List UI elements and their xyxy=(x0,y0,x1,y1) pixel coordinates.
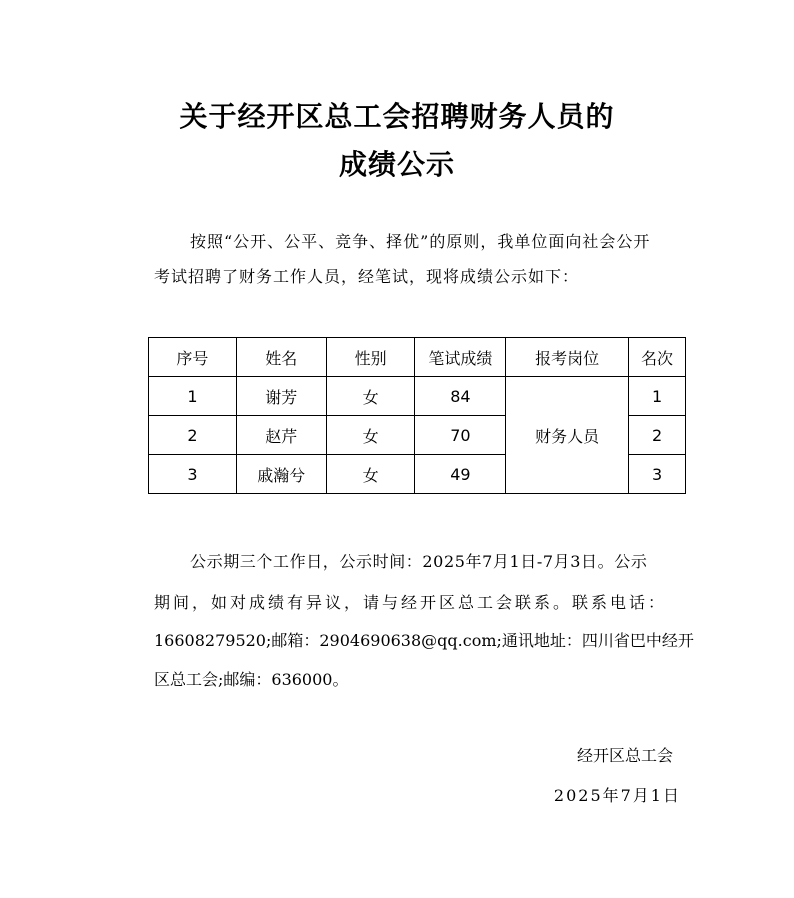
intro-paragraph-line2: 考试招聘了财务工作人员，经笔试，现将成绩公示如下： xyxy=(154,267,580,286)
header-serial-number: 序号 xyxy=(149,338,237,377)
cell-gender: 女 xyxy=(326,377,415,416)
cell-name: 赵芹 xyxy=(236,416,326,455)
signature-date: 2025年7月1日 xyxy=(553,786,681,805)
cell-gender: 女 xyxy=(326,416,415,455)
cell-rank: 3 xyxy=(629,455,686,494)
header-position: 报考岗位 xyxy=(506,338,629,377)
cell-name: 戚瀚兮 xyxy=(236,455,326,494)
header-written-score: 笔试成绩 xyxy=(415,338,506,377)
score-table xyxy=(148,337,686,494)
cell-rank: 2 xyxy=(629,416,686,455)
table-header-row xyxy=(149,338,686,377)
cell-name: 谢芳 xyxy=(236,377,326,416)
cell-score: 84 xyxy=(415,377,506,416)
document-title-line2: 成绩公示 xyxy=(338,148,455,181)
notice-paragraph-line4: 区总工会;邮编：636000。 xyxy=(154,670,349,689)
cell-rank: 1 xyxy=(629,377,686,416)
notice-paragraph-line3: 16608279520;邮箱：2904690638@qq.com;通讯地址：四川省巴中经开 xyxy=(154,631,694,650)
cell-gender: 女 xyxy=(326,455,415,494)
cell-serial-number: 3 xyxy=(149,455,237,494)
header-rank: 名次 xyxy=(629,338,686,377)
header-name: 姓名 xyxy=(236,338,326,377)
cell-score: 49 xyxy=(415,455,506,494)
table-row xyxy=(149,377,686,416)
header-gender: 性别 xyxy=(326,338,415,377)
intro-paragraph-line1: 按照“公开、公平、竞争、择优”的原则，我单位面向社会公开 xyxy=(190,232,651,251)
cell-serial-number: 2 xyxy=(149,416,237,455)
cell-position: 财务人员 xyxy=(506,377,629,494)
document-title-line1: 关于经开区总工会招聘财务人员的 xyxy=(179,100,615,133)
cell-score: 70 xyxy=(415,416,506,455)
notice-paragraph-line2: 期间，如对成绩有异议，请与经开区总工会联系。联系电话： xyxy=(154,593,668,612)
cell-serial-number: 1 xyxy=(149,377,237,416)
notice-paragraph-line1: 公示期三个工作日，公示时间：2025年7月1日-7月3日。公示 xyxy=(190,552,648,571)
signature-organization: 经开区总工会 xyxy=(576,746,673,765)
